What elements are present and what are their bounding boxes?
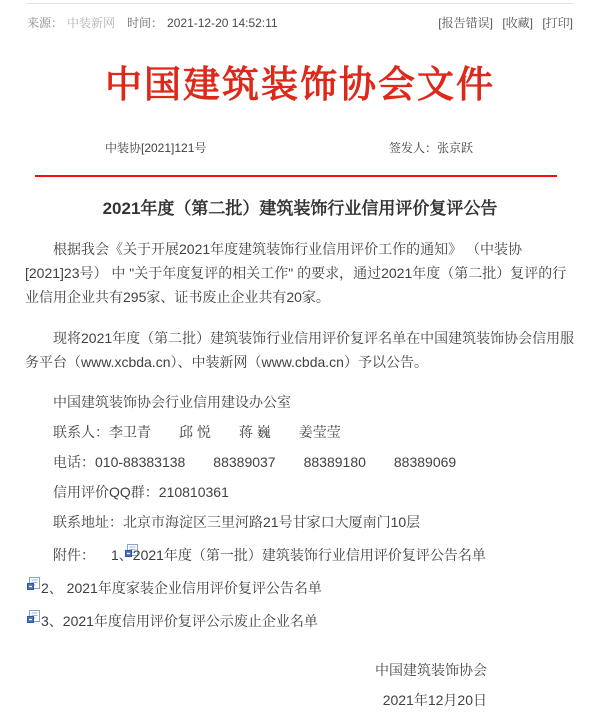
meta-source-time: [27, 14, 282, 31]
source-label: 来源：: [27, 16, 64, 30]
body-paragraph-1: 根据我会《关于开展2021年度建筑装饰行业信用评价工作的通知》 （中装协[2021]23号） 中 "关于年度复评的相关工作" 的要求，通过2021年度（第二批）复评的行业信用企业共有295家、证书废止企业共有20家。: [25, 240, 567, 305]
attachment-link[interactable]: 2、 2021年度家装企业信用评价复评公告名单: [41, 579, 322, 596]
meta-bar: [27, 3, 573, 31]
attachment-link[interactable]: 3、2021年度信用评价复评公示废止企业名单: [41, 612, 318, 629]
attachment-doc-icon: [27, 603, 40, 616]
signature-org: 中国建筑装饰协会: [375, 661, 487, 678]
attachment-link[interactable]: 1、2021年度（第一批）建筑装饰行业信用评价复评公告名单: [111, 546, 486, 563]
masthead-title: 中国建筑装饰协会文件: [105, 65, 495, 106]
signer: [389, 139, 473, 156]
signer-label: 签发人：: [388, 140, 437, 155]
signature-date: 2021年12月20日: [382, 691, 487, 708]
doc-number: 中装协[2021]121号: [105, 140, 207, 155]
favorite-link[interactable]: [收藏]: [502, 16, 533, 30]
attachments-label: 附件：: [53, 546, 95, 563]
doc-number-row: [105, 139, 473, 156]
time-label: 时间：: [127, 16, 164, 30]
report-error-link[interactable]: [报告错误]: [438, 16, 493, 30]
print-link[interactable]: [打印]: [542, 16, 573, 30]
red-divider: [35, 175, 557, 177]
address-line: 联系地址：北京市海淀区三里河路21号甘家口大厦南门10层: [53, 513, 421, 530]
attachment-row-1: [25, 537, 575, 570]
contact-person-line: 联系人：李卫青 邱 悦 蒋 巍 姜莹莹: [53, 423, 341, 440]
signer-value: 张京跃: [436, 140, 473, 155]
body-paragraph-2: 现将2021年度（第二批）建筑装饰行业信用评价复评名单在中国建筑装饰协会信用服务平台（www.xcbda.cn）、中装新网（www.cbda.cn）予以公告。: [25, 329, 575, 370]
attachment-row-3: [25, 603, 575, 636]
source-link[interactable]: 中装新网: [67, 16, 116, 30]
phone-line: 电话：010-88383138 88389037 88389180 88389069: [53, 453, 457, 470]
office-line: 中国建筑装饰协会行业信用建设办公室: [53, 393, 291, 410]
meta-actions: [432, 14, 573, 31]
attachment-doc-icon: [97, 537, 110, 550]
qq-group-line: 信用评价QQ群：210810361: [53, 483, 229, 500]
time-value: 2021-12-20 14:52:11: [167, 16, 278, 30]
attachment-doc-icon: [27, 570, 40, 583]
announcement-title: 2021年度（第二批）建筑装饰行业信用评价复评公告: [102, 198, 498, 218]
document-page: [0, 3, 600, 708]
attachment-row-2: [25, 570, 575, 603]
